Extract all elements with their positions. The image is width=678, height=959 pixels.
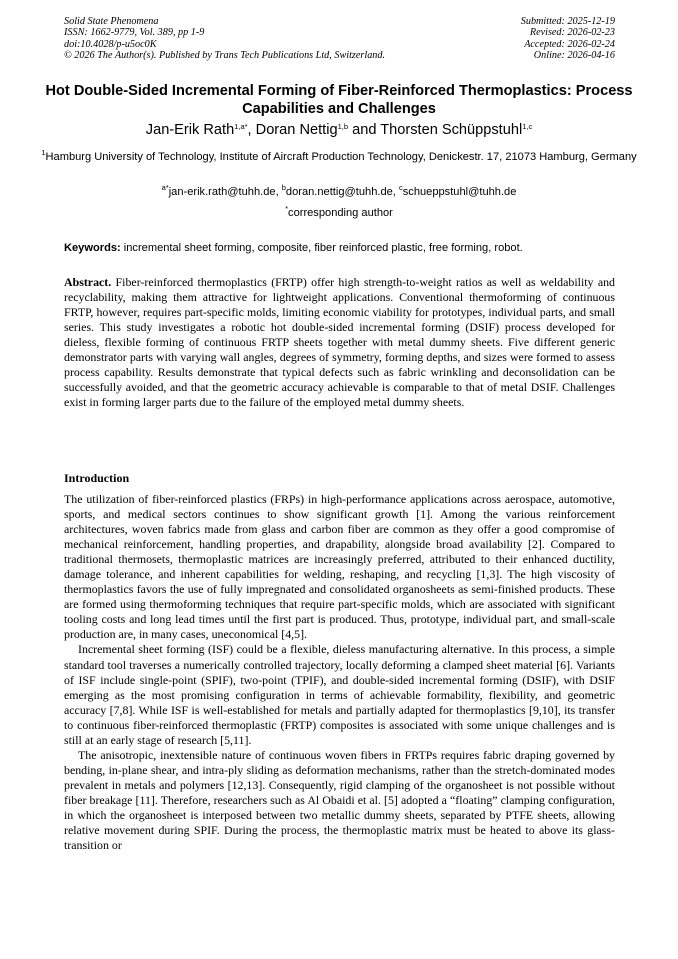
abstract-text: Fiber-reinforced thermoplastics (FRTP) offer high strength-to-weight ratios as well as weldability and recyclability, making them attractive for lightweight applications. Conventional thermoforming of continuous FRTP, however, requires part-specific molds, limiting economic viability for prototypes, individual parts, and small series. This study investigates a robotic hot double-sided incremental forming (DSIF) process developed for dieless, flexible forming of continuous FRTP sheets together with metal dummy sheets. Five different generic demonstrator parts with varying wall angles, degrees of symmetry, forming depths, and sizes were formed to assess process capability. Results demonstrate that typical defects such as fabric wrinkling and deconsolidation can be successfully avoided, and that the geometric accuracy achievable is comparable to that of metal DSIF. Challenges exist in forming larger parts due to the failure of the employed metal dummy sheets. [64,275,615,410]
email-separator: , [275,186,282,198]
email-link: jan-erik.rath@tuhh.de [168,186,276,198]
author-name: Doran Nettig [255,122,338,138]
author-affiliation-mark: 1,a* [234,122,248,131]
paragraph: The anisotropic, inextensible nature of continuous woven fibers in FRTPs requires fabric draping governed by bending, in-plane shear, and intra-ply sliding as deformation mechanisms, rather than the stretch-dominated modes prevalent in metals and polymers [12,13]. Consequently, rigid clamping of the organosheet is not possible without fiber breakage [11]. Therefore, researchers such as Al Obaidi et al. [5] adopted a “floating” clamping configuration, in which the organosheet is interposed between two metallic dummy sheets, separated by PTFE sheets, allowing relative movement during SPIF. During the process, the thermoplastic matrix must be heated to above its glass-transition or [64,747,615,853]
author-separator: , [247,122,256,138]
section-heading-introduction: Introduction [64,471,130,485]
email-mark: c [398,183,403,192]
date-online: Online: 2026-04-16 [533,50,615,62]
paragraph: The utilization of fiber-reinforced plastics (FRPs) in high-performance applications across aerospace, automotive, sports, and medical sectors continues to show significant growth [1]. Among the various reinforcement architectures, woven fabrics made from glass and carbon fiber are common as they offer a good compromise of mechanical reinforcement, handling properties, and drapability, alongside broad availability [2]. Compared to traditional thermosets, thermoplastic matrices are increasingly preferred, attributed to their enhanced ductility, damage tolerance, and inherent capabilities for welding, reshaping, and recycling [1,3]. The high viscosity of thermoplastics favors the use of fully impregnated and consolidated organosheets as semi-finished products. These are formed using thermoforming techniques that require part-specific molds, which are associated with significant tooling costs and long lead times until the first part is produced. Thus, prototype, individual part, and small-scale production are, in many cases, uneconomical [4,5]. [64,492,615,642]
introduction-body [64,492,615,853]
journal-doi: doi:10.4028/p-u5oc0K [64,38,157,50]
abstract-label: Abstract. [64,275,112,289]
author-list [20,121,658,139]
author-emails [20,185,658,199]
email-link: schueppstuhl@tuhh.de [402,186,517,198]
affiliation-mark: 1 [41,148,46,157]
email-mark: a* [161,183,169,192]
date-submitted: Submitted: 2025-12-19 [520,16,615,27]
date-revised: Revised: 2026-02-23 [529,27,615,39]
corresponding-mark: * [285,204,289,213]
paper-title: Hot Double-Sided Incremental Forming of Fiber-Reinforced Thermoplastics: Process Capabilities and Challenges [45,83,633,117]
author-affiliation-mark: 1,c [522,122,533,131]
journal-issn: ISSN: 1662-9779, Vol. 389, pp 1-9 [64,27,205,39]
email-separator: , [392,186,399,198]
keywords-text: incremental sheet forming, composite, fiber reinforced plastic, free forming, robot. [120,242,523,254]
submission-dates [521,16,615,62]
date-accepted: Accepted: 2026-02-24 [524,38,615,50]
keywords-label: Keywords: [64,242,121,254]
paragraph: Incremental sheet forming (ISF) could be a flexible, dieless manufacturing alternative. In this process, a simple standard tool traverses a numerically controlled trajectory, locally deforming a clamped sheet material [6]. Variants of ISF include single-point (SPIF), two-point (TPIF), and double-sided incremental forming (DSIF), with DSIF emerging as the most promising configuration in terms of achievable formability, flexibility, and geometric accuracy [7,8]. While ISF is well-established for metals and partially adapted for thermoplastics [9,10], its transfer to continuous fiber-reinforced thermoplastic (FRTP) composites is associated with some unique challenges and is still at an early stage of research [5,11]. [64,642,615,747]
affiliation [40,150,638,165]
abstract [64,275,615,410]
journal-info [64,16,385,62]
corresponding-text: corresponding author [288,207,393,219]
affiliation-text: Hamburg University of Technology, Institute of Aircraft Production Technology, Denickestr. 17, 21073 Hamburg, Germany [45,151,637,163]
journal-copyright: © 2026 The Author(s). Published by Trans Tech Publications Ltd, Switzerland. [64,50,386,62]
email-mark: b [281,183,286,192]
author-name: Thorsten Schüppstuhl [380,122,523,138]
corresponding-author-note [20,206,658,220]
journal-name: Solid State Phenomena [64,16,159,27]
email-link: doran.nettig@tuhh.de [285,186,393,198]
author-separator: and [348,122,381,138]
author-affiliation-mark: 1,b [337,122,349,131]
author-name: Jan-Erik Rath [145,122,235,138]
keywords [64,241,616,255]
